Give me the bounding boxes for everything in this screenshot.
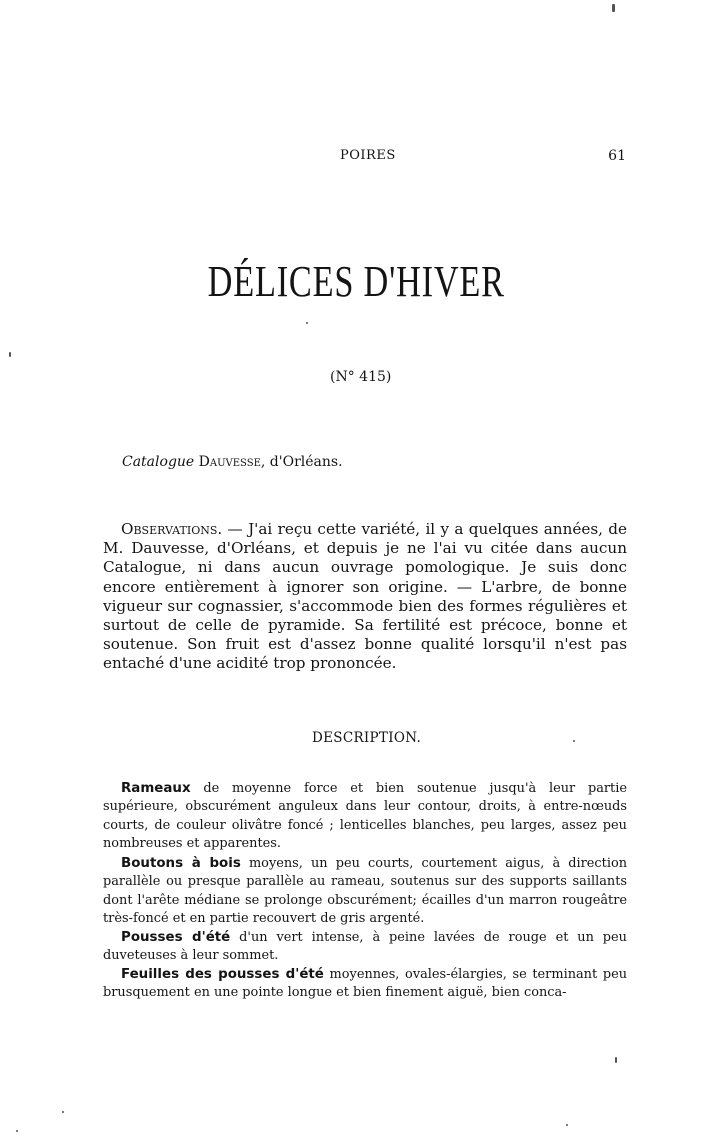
- description-term: Feuilles des pousses d'été: [121, 967, 324, 982]
- description-paragraph-pousses: [103, 929, 627, 966]
- variety-number: (N° 415): [330, 369, 392, 385]
- description-paragraph-rameaux: [103, 780, 627, 854]
- description-text: d'un vert intense, à peine lavées de rouge et un peu duveteuses à leur sommet.: [103, 930, 627, 964]
- description-paragraph-boutons: [103, 855, 627, 929]
- scan-speck: [573, 740, 575, 742]
- description-text: moyens, un peu courts, courtement aigus, à direction parallèle ou presque parallèle au rameau, soutenus sur des supports saillants dont l'arête médiane se prolonge obscurément; écailles d'un marron rougeâtre très-foncé et en partie recouvert de gris argenté.: [103, 856, 628, 927]
- running-head: [104, 148, 626, 168]
- observations-paragraph: [103, 520, 627, 674]
- scan-speck: [62, 1111, 64, 1113]
- observations-text: — J'ai reçu cette variété, il y a quelques années, de M. Dauvesse, d'Orléans, et depuis je ne l'ai vu citée dans aucun Catalogue, ni dans aucun ouvrage pomologique. Je suis donc encore entièrement à ignorer son origine. — L'arbre, de bonne vigueur sur cognassier, s'accommode bien des formes régulières et surtout de celle de pyramide. Sa fertilité est précoce, bonne et soutenue. Son fruit est d'assez bonne qualité lorsqu'il n'est pas entaché d'une acidité trop prononcée.: [103, 520, 627, 673]
- scan-speck: [16, 1130, 18, 1132]
- description-term: Rameaux: [121, 781, 191, 796]
- description-text: de moyenne force et bien soutenue jusqu'à leur partie supérieure, obscurément anguleux dans leur contour, droits, à entre-nœuds courts, de couleur olivâtre foncé ; lenticelles blanches, peu larges, assez peu nombreuses et apparentes.: [103, 781, 627, 852]
- page-title: DÉLICES D'HIVER: [207, 257, 505, 306]
- description-term: Pousses d'été: [121, 930, 231, 945]
- scan-speck: [9, 352, 11, 357]
- description-heading: DESCRIPTION.: [312, 730, 422, 746]
- scan-speck: [566, 1124, 568, 1126]
- scan-speck: [615, 1057, 617, 1063]
- description-term: Boutons à bois: [121, 856, 241, 871]
- catalogue-reference: [122, 454, 343, 470]
- page-number: 61: [608, 148, 626, 164]
- description-text: moyennes, ovales-élargies, se terminant peu brusquement en une pointe longue et bien finement aiguë, bien conca-: [103, 967, 627, 1001]
- catalogue-place: , d'Orléans.: [260, 454, 343, 470]
- running-title: POIRES: [340, 148, 396, 163]
- scan-speck: [612, 4, 615, 12]
- description-paragraph-feuilles: [103, 966, 627, 1003]
- catalogue-author: Dauvesse: [198, 454, 261, 470]
- observations-label: Observations.: [121, 520, 223, 538]
- catalogue-label: Catalogue: [122, 454, 195, 470]
- scan-speck: [306, 322, 308, 324]
